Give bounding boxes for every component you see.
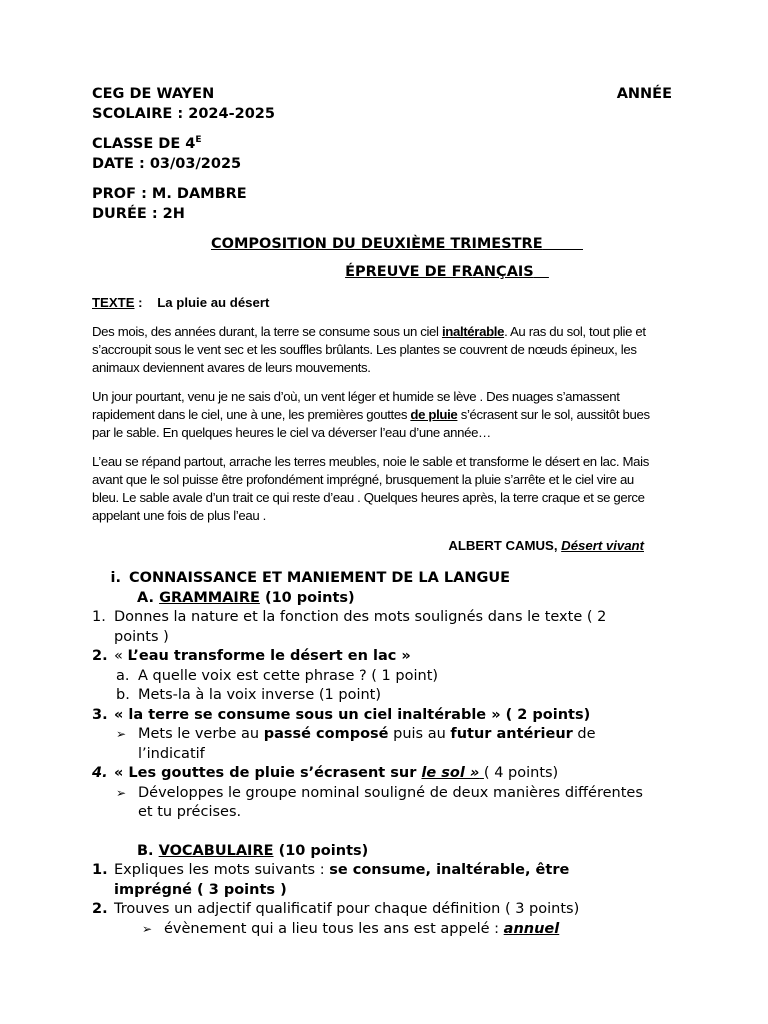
exam-duration: DURÉE : 2H (92, 206, 185, 222)
exam-date: DATE : 03/03/2025 (92, 156, 242, 172)
epreuve-title: ÉPREUVE DE FRANÇAIS (345, 264, 534, 280)
header-prof-block (92, 184, 652, 224)
question-2a: a. A quelle voix est cette phrase ? ( 1 point) (116, 667, 439, 684)
class-level: CLASSE DE $4^E$ (92, 135, 202, 152)
arrow-bullet-icon: ➢ (116, 727, 127, 741)
annee-label: ANNÉE (616, 86, 672, 102)
texte-title: La pluie au désert (157, 295, 270, 310)
arrow-bullet-icon: ➢ (142, 921, 153, 936)
arrow-bullet-icon: ➢ (116, 785, 127, 800)
author-name: ALBERT CAMUS, (448, 538, 558, 553)
subsection-grammaire: A. GRAMMAIRE (10 points) (137, 589, 355, 606)
question-4: 4. « Les gouttes de pluie s’écrasent sur le sol » ( 4 points) (92, 765, 559, 781)
underlined-word-de-pluie: de pluie (410, 407, 458, 422)
question-2b: b. Mets-la à la voix inverse (1 point) (116, 687, 382, 703)
section-heading-i: i. CONNAISSANCE ET MANIEMENT DE LA LANGUE (110, 570, 511, 586)
composition-title: COMPOSITION DU DEUXIÈME TRIMESTRE (210, 236, 543, 252)
text-paragraph-2: Un jour pourtant, venu je ne sais d’où, un vent léger et humide se lève . Des nuages s’amassent rapidement dans le ciel, une à une, les premières gouttes de pluie s’écrasent sur le sol, aussitôt bues par le sable. En quelques heures le ciel va déverser l’eau d’une année… (92, 389, 650, 440)
header-class-block (92, 134, 652, 174)
class-superscript: E (195, 135, 202, 146)
vocab-question-2-item: ➢ évènement qui a lieu tous les ans est appelé : annuel (92, 920, 652, 940)
vocab-question-1: 1. Expliques les mots suivants : se consume, inaltérable, être imprégné ( 3 points ) (92, 862, 570, 898)
question-1: 1. Donnes la nature et la fonction des mots soulignés dans le texte ( 2 points ) (92, 609, 607, 645)
header-school-block (92, 84, 672, 124)
question-3: 3. « la terre se consume sous un ciel inaltérable » ( 2 points) (92, 706, 591, 723)
school-year: SCOLAIRE : 2024-2025 (92, 106, 275, 122)
texte-label: TEXTE (92, 295, 135, 310)
exam-page (92, 84, 672, 939)
text-source (92, 537, 652, 555)
question-3-instruction: ➢ Mets le verbe au passé composé puis au futur antérieur de l’indicatif (92, 725, 652, 764)
school-name: CEG DE WAYEN (92, 86, 215, 102)
text-paragraph-1: Des mois, des années durant, la terre se consume sous un ciel inaltérable. Au ras du sol, tout plie et s’accroupit sous le vent sec et les souffles brûlants. Les plantes se couvrent de nœuds épineux, les animaux deviennent avares de leurs mouvements. (92, 324, 646, 375)
underlined-word-inalterable: inaltérable (441, 324, 505, 339)
work-title: Désert vivant (561, 538, 644, 553)
texte-heading: TEXTE : La pluie au désert (92, 295, 270, 310)
question-2: 2. « L’eau transforme le désert en lac » (92, 648, 411, 664)
vocab-question-2: 2. Trouves un adjectif qualificatif pour chaque définition ( 3 points) (92, 901, 580, 917)
text-paragraph-3: L’eau se répand partout, arrache les terres meubles, noie le sable et transforme le désert en lac. Mais avant que le sol puisse être profondément imprégné, brusquement la pluie s’arrête et le ciel vire au bleu. Le sable avale d’un trait ce qui reste d’eau . Quelques heures après, la terre craque et se gerce appelant une fois de plus l’eau . (92, 454, 649, 523)
subsection-vocabulaire: B. VOCABULAIRE (10 points) (137, 842, 369, 859)
question-4-instruction: ➢ Développes le groupe nominal souligné de deux manières différentes et tu précises. (92, 784, 652, 823)
teacher-name: PROF : M. DAMBRE (92, 186, 247, 202)
